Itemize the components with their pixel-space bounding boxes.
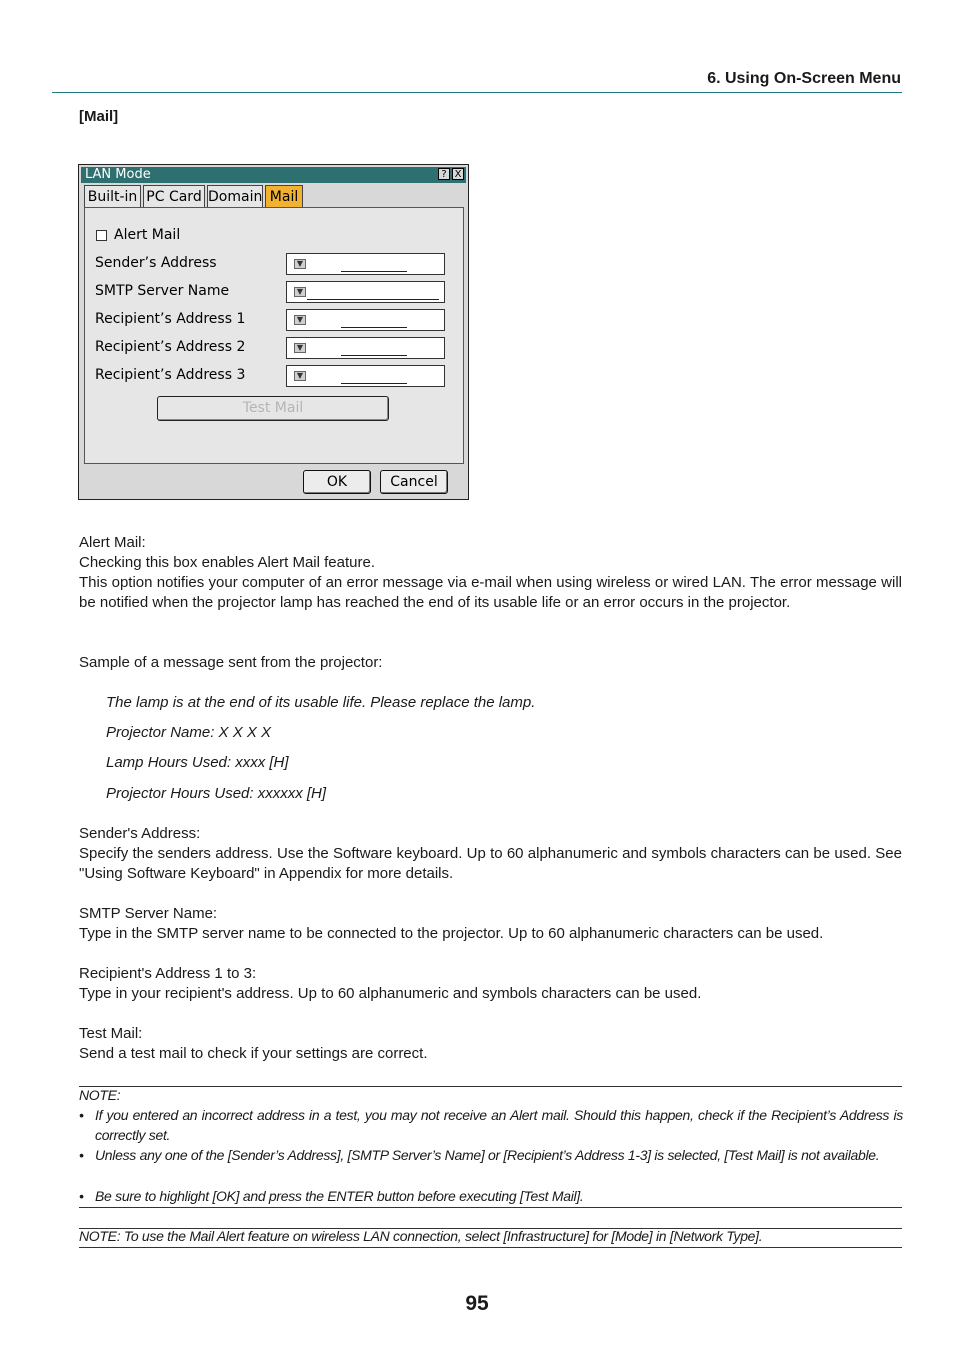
test-mail-button[interactable]: Test Mail — [157, 396, 389, 421]
senders-address-text: Specify the senders address. Use the Software keyboard. Up to 60 alphanumeric and symbols characters can be used. See "Using Software Keyboard" in Appendix for more details. — [79, 845, 902, 882]
test-mail-section — [79, 1024, 902, 1064]
senders-address-section — [79, 824, 902, 884]
dropdown-icon[interactable]: ▼ — [294, 343, 306, 353]
smtp-section — [79, 904, 902, 944]
page-number: 95 — [465, 1292, 489, 1315]
dropdown-icon[interactable]: ▼ — [294, 259, 306, 269]
smtp-server-name-label: SMTP Server Name — [95, 283, 230, 299]
dialog-title-bar — [81, 167, 466, 183]
alert-mail-checkbox[interactable] — [96, 230, 107, 241]
help-icon[interactable]: ? — [438, 168, 450, 180]
sample-line-4: Projector Hours Used: xxxxxx [H] — [106, 785, 327, 802]
sample-line-2: Projector Name: X X X X — [106, 724, 272, 741]
alert-mail-section — [79, 533, 902, 613]
dropdown-icon[interactable]: ▼ — [294, 287, 306, 297]
note-bottom-rule — [79, 1207, 902, 1208]
header-divider — [52, 92, 902, 93]
tab-pc-card[interactable]: PC Card — [143, 185, 205, 207]
sample-heading: Sample of a message sent from the projector: — [79, 654, 383, 671]
note2-bottom-rule — [79, 1247, 902, 1248]
note-bullet-3: • — [79, 1188, 84, 1204]
recipients-address-2-field[interactable] — [286, 337, 445, 359]
recipient-text: Type in your recipient's address. Up to 60 alphanumeric and symbols characters can be used. — [79, 985, 702, 1002]
sample-line-1: The lamp is at the end of its usable life. Please replace the lamp. — [106, 694, 536, 711]
alert-mail-line-1: Checking this box enables Alert Mail feature. — [79, 554, 375, 571]
note-heading: NOTE: — [79, 1087, 121, 1103]
tab-mail[interactable]: Mail — [265, 185, 303, 207]
dropdown-icon[interactable]: ▼ — [294, 371, 306, 381]
note-bullet-2: • — [79, 1147, 84, 1163]
cancel-button[interactable]: Cancel — [380, 470, 448, 494]
sample-line-3: Lamp Hours Used: xxxx [H] — [106, 754, 289, 771]
tab-built-in[interactable]: Built-in — [84, 185, 141, 207]
ok-button[interactable]: OK — [303, 470, 371, 494]
smtp-heading: SMTP Server Name: — [79, 905, 218, 922]
senders-address-label: Sender’s Address — [95, 255, 217, 271]
dropdown-icon[interactable]: ▼ — [294, 315, 306, 325]
senders-address-heading: Sender's Address: — [79, 825, 201, 842]
note-item-2: Unless any one of the [Sender’s Address], [SMTP Server’s Name] or [Recipient’s Address 1-3] is selected, [Test Mail] is not available. — [95, 1147, 880, 1163]
smtp-text: Type in the SMTP server name to be connected to the projector. Up to 60 alphanumeric characters can be used. — [79, 925, 824, 942]
recipients-address-2-label: Recipient’s Address 2 — [95, 339, 246, 355]
recipients-address-1-field[interactable] — [286, 309, 445, 331]
smtp-server-name-field[interactable] — [286, 281, 445, 303]
note-item-3: Be sure to highlight [OK] and press the ENTER button before executing [Test Mail]. — [95, 1188, 584, 1204]
note-top-rule — [79, 1086, 902, 1087]
dialog-title: LAN Mode — [85, 167, 151, 182]
note-item-1: If you entered an incorrect address in a test, you may not receive an Alert mail. Should this happen, check if the Recipient’s Address is correctly set. — [95, 1107, 903, 1143]
test-mail-text: Send a test mail to check if your settings are correct. — [79, 1045, 428, 1062]
recipient-heading: Recipient's Address 1 to 3: — [79, 965, 257, 982]
note-wireless: NOTE: To use the Mail Alert feature on wireless LAN connection, select [Infrastructure] for [Mode] in [Network Type]. — [79, 1228, 763, 1244]
alert-mail-heading: Alert Mail: — [79, 534, 146, 551]
alert-mail-line-2: This option notifies your computer of an error message via e-mail when using wireless or wired LAN. The error message will be notified when the projector lamp has reached the end of its usable life or an error occurs in the projector. — [79, 574, 902, 611]
alert-mail-label: Alert Mail — [114, 227, 181, 243]
recipients-address-3-label: Recipient’s Address 3 — [95, 367, 246, 383]
tab-domain[interactable]: Domain — [207, 185, 263, 207]
sub-heading: [Mail] — [79, 108, 119, 125]
recipients-address-1-label: Recipient’s Address 1 — [95, 311, 246, 327]
recipients-address-3-field[interactable] — [286, 365, 445, 387]
section-title: 6. Using On-Screen Menu — [707, 70, 901, 87]
recipient-section — [79, 964, 902, 1004]
senders-address-field[interactable] — [286, 253, 445, 275]
test-mail-heading: Test Mail: — [79, 1025, 143, 1042]
close-icon[interactable]: X — [452, 168, 464, 180]
lan-mode-dialog — [78, 164, 469, 500]
mail-settings-panel — [84, 207, 464, 464]
note-bullet-1: • — [79, 1107, 84, 1123]
